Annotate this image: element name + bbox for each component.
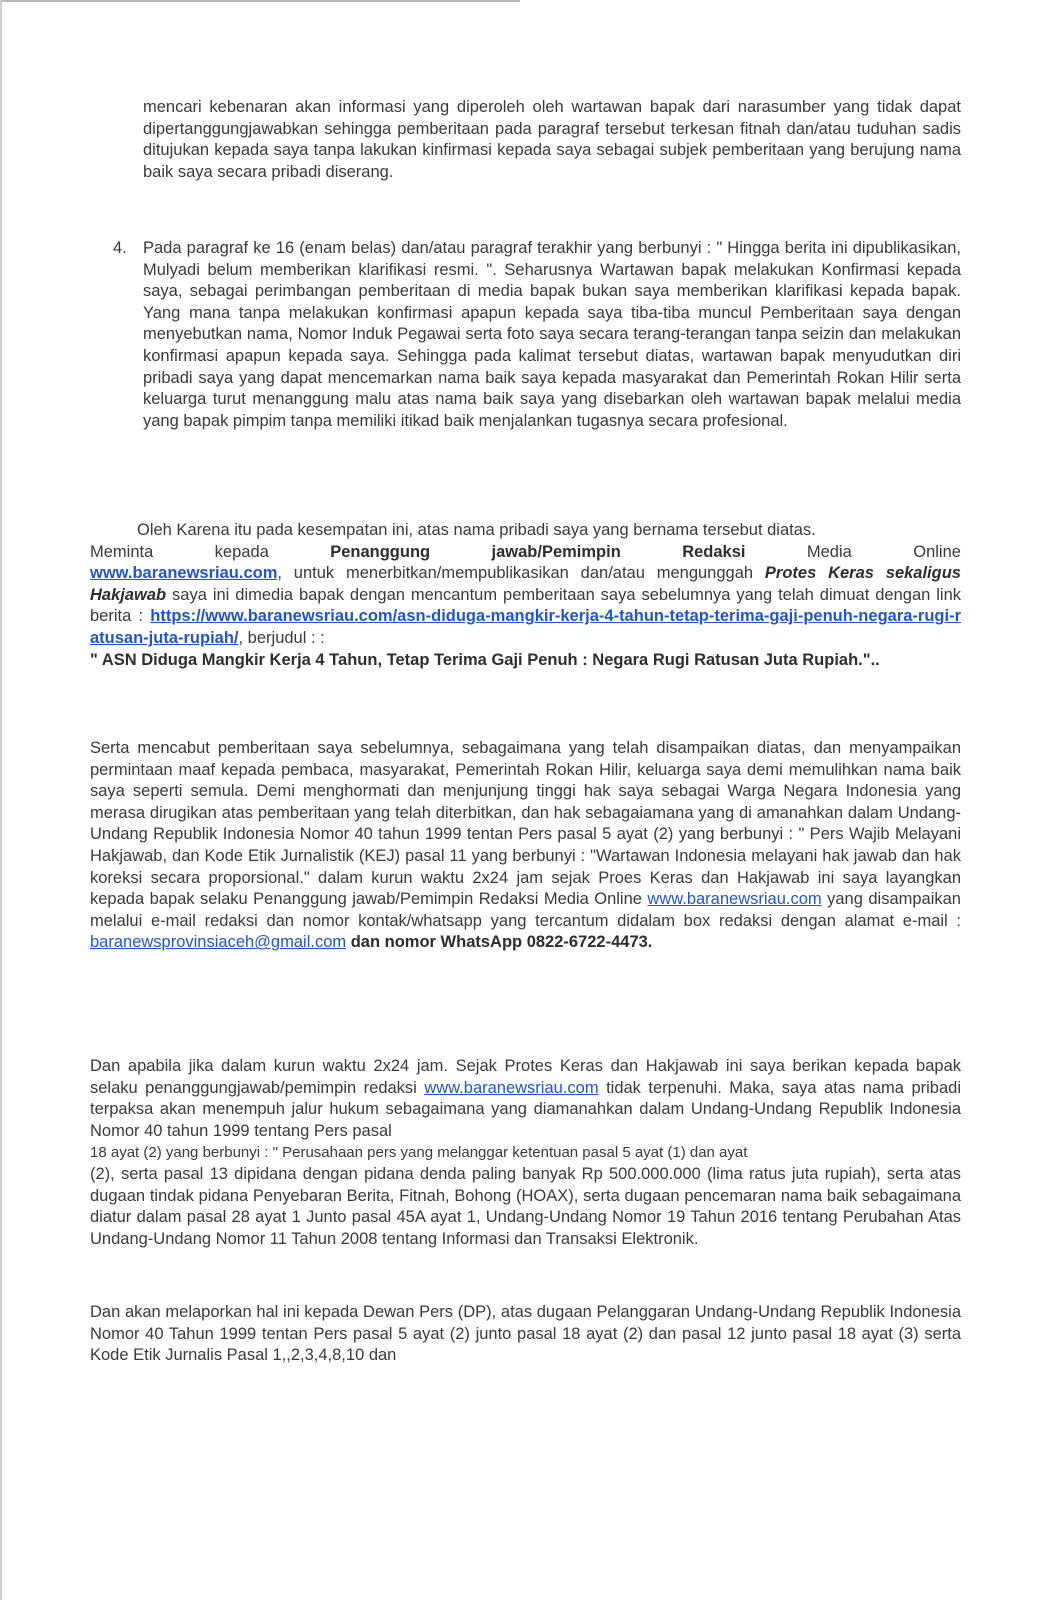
item-number: 4. — [113, 239, 127, 257]
scan-edge-top — [0, 0, 520, 2]
continuation-text: mencari kebenaran akan informasi yang diperoleh oleh wartawan bapak dari narasumber yang tidak dapat dipertanggungjawabkan sehingga pemberitaan pada paragraf tersebut terkesan fitnah dan/atau tuduhan sadis ditujukan kepada saya tanpa lakukan kinfirmasi kepada saya sebagai subjek pemberitaan yang berujung nama baik saya secara pribadi diserang. — [143, 98, 961, 181]
protest-title: Protes Keras sekaligus Hakjawab — [90, 564, 961, 604]
recipient-bold-3: Redaksi — [682, 542, 746, 561]
item-4-text: Pada paragraf ke 16 (enam belas) dan/atau paragraf terakhir yang berbunyi : " Hingga berita ini dipublikasikan, Mulyadi belum memberikan klarifikasi resmi. ". Seharusnya Wartawan bapak melakukan Konfirmasi kepada saya, sebagai perimbangan pemberitaan di media bapak bukan saya memberikan klarifikasi kepada bapak. Yang mana tanpa melakukan konfirmasi apapun kepada saya tiba-tiba muncul Pemberitaan saya dengan menyebutkan nama, Nomor Induk Pegawai serta foto saya secara terang-terangan tanpa seizin dan melakukan konfirmasi apapun kepada saya. Sehingga pada kalimat tersebut diatas, wartawan bapak menyudutkan diri pribadi saya yang dapat mencemarkan nama baik saya kepada masyarakat dan Pemerintah Rokan Hilir serta keluarga turut menanggung malu atas nama baik saya yang disebarkan oleh wartawan bapak melalui media yang bapak pimpim tanpa memiliki itikad baik menjalankan tugasnya secara profesional. — [143, 239, 961, 430]
retraction-body — [90, 738, 961, 954]
legal-small-line: 18 ayat (2) yang berbunyi : " Perusahaan pers yang melanggar ketentuan pasal 5 ayat (1) dan ayat — [90, 1144, 748, 1162]
request-body — [90, 563, 961, 649]
request-text: , untuk menerbitkan/mempublikasikan dan/atau mengunggah — [277, 564, 765, 583]
article-title — [90, 650, 961, 672]
request-paragraph — [90, 520, 961, 671]
retraction-text-2: yang disampaikan melalui e-mail redaksi dan nomor kontak/whatsapp yang tercantum didalam box redaksi dengan alamat e-mail : — [90, 890, 961, 930]
legal-action-paragraph — [90, 1056, 961, 1250]
retraction-text: Serta mencabut pemberitaan saya sebelumnya, sebagaimana yang telah disampaikan diatas, dan menyampaikan permintaan maaf kepada pembaca, masyarakat, Pemerintah Rokan Hilir, keluarga saya demi memulihkan nama baik saya seperti semula. Demi menghormati dan menjunjung tinggi hak saya sebagai Warga Negara Indonesia yang merasa dirugikan atas pemberitaan yang telah diterbitkan, dan hak sebagaiamana yang di amanahkan dalam Undang-Undang Republik Indonesia Nomor 40 tahun 1999 tentan Pers pasal 5 ayat (2) yang berbunyi : " Pers Wajib Melayani Hakjawab, dan Kode Etik Jurnalistik (KEJ) pasal 11 yang berbunyi : "Wartawan Indonesia melayani hak jawab dan hak koreksi secara proporsional." dalam kurun waktu 2x24 jam sejak Proes Keras dan Hakjawab ini saya layangkan kepada bapak selaku Penanggung jawab/Pemimpin Redaksi Media Online — [90, 739, 961, 909]
legal-text: Dan apabila jika dalam kurun waktu 2x24 jam. Sejak Protes Keras dan Hakjawab ini saya berikan kepada bapak selaku penanggungjawab/pemimpin redaksi — [90, 1057, 961, 1097]
scan-edge-left — [0, 0, 2, 1600]
website-link[interactable]: www.baranewsriau.com — [647, 890, 822, 909]
word-meminta: Meminta — [90, 542, 154, 561]
website-link[interactable]: www.baranewsriau.com — [90, 564, 278, 583]
continuation-paragraph — [143, 97, 961, 183]
recipient-bold-2: jawab/Pemimpin — [491, 542, 621, 561]
whatsapp-number: dan nomor WhatsApp 0822-6722-4473. — [346, 933, 653, 952]
word-online: Online — [913, 542, 961, 561]
email-link[interactable]: baranewsprovinsiaceh@gmail.com — [90, 933, 347, 952]
word-kepada: kepada — [214, 542, 269, 561]
request-text-2: saya ini dimedia bapak dengan mencantum pemberitaan saya sebelumnya yang telah dimuat dengan link berita : — [90, 585, 961, 626]
request-intro: Oleh Karena itu pada kesempatan ini, atas nama pribadi saya yang bernama tersebut diatas. — [137, 521, 816, 539]
legal-text-rest: (2), serta pasal 13 dipidana dengan pidana denda paling banyak Rp 500.000.000 (lima ratus juta rupiah), serta atas dugaan tindak pidana Penyebaran Berita, Fitnah, Bohong (HOAX), serta dugaan pencemaran nama baik sebagaimana diatur dalam pasal 28 ayat 1 Junto pasal 45A ayat 1, Undang-Undang Nomor 19 Tahun 2016 tentang Perubahan Atas Undang-Undang Nomor 11 Tahun 2008 tentang Informasi dan Transaksi Elektronik. — [90, 1164, 961, 1248]
numbered-item-4 — [113, 238, 961, 432]
legal-action-body — [90, 1056, 961, 1142]
request-text-3: , berjudul : : — [238, 628, 325, 647]
legal-text-2: tidak terpenuhi. Maka, saya atas nama pribadi terpaksa akan menempuh jalur hukum sebagaimana yang diamanahkan dalam Undang-Undang Republik Indonesia Nomor 40 tahun 1999 tentang Pers pasal — [90, 1078, 961, 1140]
website-link[interactable]: www.baranewsriau.com — [424, 1078, 599, 1097]
recipient-bold-1: Penanggung — [330, 542, 431, 561]
request-recipient-line — [90, 542, 961, 564]
article-title-text: " ASN Diduga Mangkir Kerja 4 Tahun, Tetap Terima Gaji Penuh : Negara Rugi Ratusan Juta Rupiah.".. — [90, 650, 880, 669]
report-paragraph — [90, 1302, 961, 1367]
retraction-paragraph — [90, 738, 961, 954]
word-media: Media — [806, 542, 852, 561]
report-text: Dan akan melaporkan hal ini kepada Dewan Pers (DP), atas dugaan Pelanggaran Undang-Undang Republik Indonesia Nomor 40 Tahun 1999 tentan Pers pasal 5 ayat (2) junto pasal 18 ayat (2) dan pasal 12 junto pasal 18 ayat (3) serta Kode Etik Jurnalis Pasal 1,,2,3,4,8,10 dan — [90, 1303, 961, 1365]
article-link[interactable]: https://www.baranewsriau.com/asn-diduga-mangkir-kerja-4-tahun-tetap-terima-gaji-penuh-negara-rugi-ratusan-juta-rupiah/ — [90, 607, 961, 647]
